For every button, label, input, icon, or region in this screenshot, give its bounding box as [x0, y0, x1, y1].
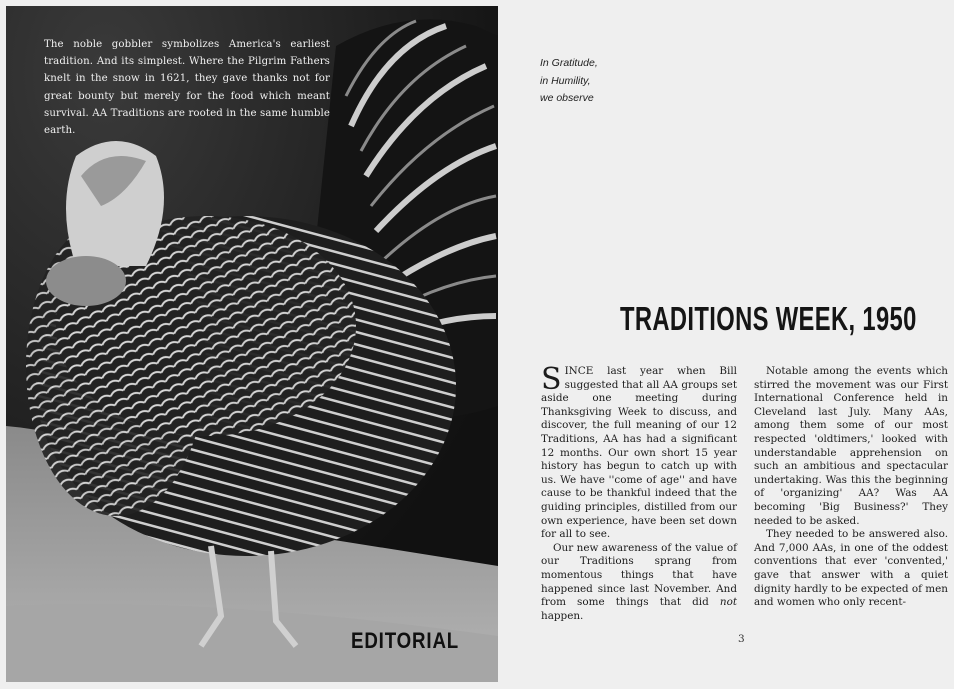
drop-cap: S [541, 362, 562, 397]
article-headline: TRADITIONS WEEK, 1950 [620, 300, 917, 337]
tagline-line: we observe [540, 92, 594, 104]
page-number: 3 [738, 633, 745, 645]
paragraph-text: INCE last year when Bill suggested that all AA groups set aside one meeting during Thanksgiving Week to discuss, and discover, the full meaning of our 12 Traditions, AA has had a significant 12 months. Our own short 15 year history has begun to catch up with us. We have ''come of age'' and have cause to be thankful indeed that the guiding principles, distilled from our own experience, have been set down for all to see. [541, 365, 737, 541]
photo-caption: The noble gobbler symbolizes America's earliest tradition. And its simplest. Where the Pilgrim Fathers knelt in the snow in 1621, they gave thanks not for great bounty but merely for the food which meant survival. AA Traditions are rooted in the same humble earth. [44, 39, 330, 137]
tagline-line: in Humility, [540, 74, 591, 87]
paragraph-text: happen. [541, 609, 584, 622]
article-column-1 [541, 362, 737, 623]
article-column-2 [754, 365, 948, 610]
turkey-photo [6, 6, 498, 682]
tagline-line: In Gratitude, [540, 57, 598, 69]
section-label: EDITORIAL [351, 628, 460, 653]
emphasis-text: not [719, 596, 737, 609]
tagline [540, 55, 598, 108]
paragraph [541, 362, 737, 542]
paragraph-text: Our new awareness of the value of our Traditions sprang from momentous things that have happened since last November. And from some things that did [541, 541, 737, 609]
paragraph: They needed to be answered also. And 7,000 AAs, in one of the oddest conventions that ever 'convented,' gave that answer with a quiet dignity hardly to be expected of men and women who only recent- [754, 528, 948, 609]
paragraph: Notable among the events which stirred the movement was our First International Conference held in Cleveland last July. Many AAs, among them some of our most respected 'oldtimers,' looked with understandable apprehension on such an ambitious and spectacular undertaking. Was this the beginning of 'organizing' AA? Was AA becoming 'Big Business?' They needed to be asked. [754, 365, 948, 527]
paragraph [541, 542, 737, 624]
